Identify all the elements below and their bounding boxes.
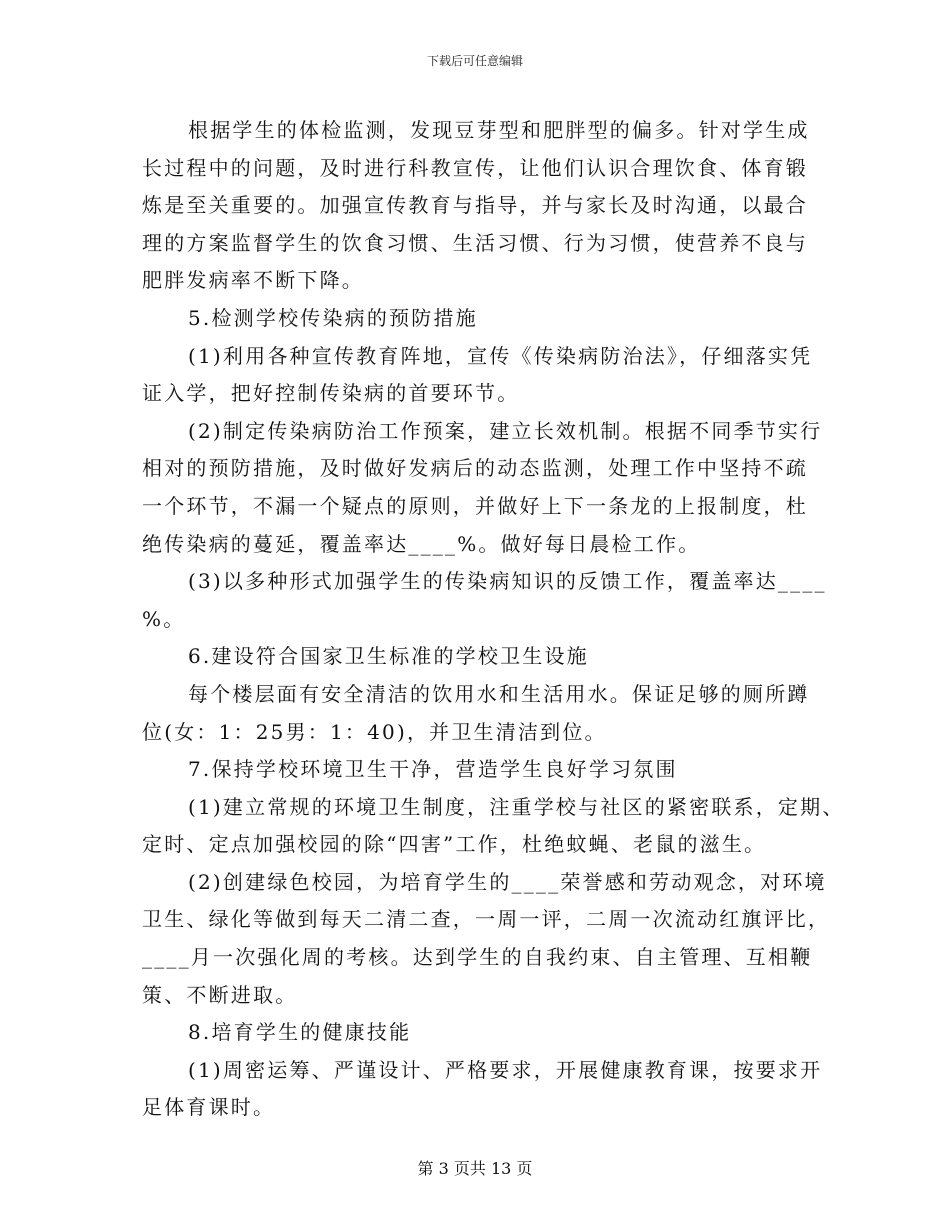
text-line: 定时、定点加强校园的除“四害”工作，杜绝蚊蝇、老鼠的滋生。 xyxy=(142,832,767,857)
text-line: ____月一次强化周的考核。达到学生的自我约束、自主管理、互相鞭 xyxy=(142,945,813,970)
text-line: (3)以多种形式加强学生的传染病知识的反馈工作，覆盖率达____ xyxy=(188,569,827,594)
text-line: 相对的预防措施，及时做好发病后的动态监测，处理工作中坚持不疏 xyxy=(142,456,808,481)
text-line: 每个楼层面有安全清洁的饮用水和生活用水。保证足够的厕所蹲 xyxy=(188,681,810,706)
text-line: 足体育课时。 xyxy=(142,1095,276,1120)
text-line: %。 xyxy=(142,606,186,631)
text-line: (2)创建绿色校园，为培育学生的____荣誉感和劳动观念，对环境 xyxy=(188,869,827,894)
header-note: 下载后可任意编辑 xyxy=(426,54,523,68)
section-heading: 6.建设符合国家卫生标准的学校卫生设施 xyxy=(188,644,589,669)
text-line: 炼是至关重要的。加强宣传教育与指导，并与家长及时沟通，以最合 xyxy=(142,193,808,218)
text-line: 卫生、绿化等做到每天二清二查，一周一评，二周一次流动红旗评比， xyxy=(142,907,831,932)
section-heading: 8.培育学生的健康技能 xyxy=(188,1020,412,1045)
text-line: (1)利用各种宣传教育阵地，宣传《传染病防治法》，仔细落实凭 xyxy=(188,343,813,368)
text-line: 肥胖发病率不断下降。 xyxy=(142,268,364,293)
section-heading: 7.保持学校环境卫生干净，营造学生良好学习氛围 xyxy=(188,757,678,782)
section-heading: 5.检测学校传染病的预防措施 xyxy=(188,305,478,330)
text-line: (2)制定传染病防治工作预案，建立长效机制。根据不同季节实行 xyxy=(188,418,823,443)
text-line: (1)建立常规的环境卫生制度，注重学校与社区的紧密联系，定期、 xyxy=(188,794,845,819)
document-body xyxy=(142,112,845,1127)
text-line: 长过程中的问题，及时进行科教宣传，让他们认识合理饮食、体育锻 xyxy=(142,155,808,180)
text-line: 证入学，把好控制传染病的首要环节。 xyxy=(142,381,520,406)
page-footer: 第 3 页共 13 页 xyxy=(417,1159,533,1178)
text-line: 根据学生的体检监测，发现豆芽型和肥胖型的偏多。针对学生成 xyxy=(188,118,810,142)
text-line: 位(女：1：25男：1：40)，并卫生清洁到位。 xyxy=(142,719,607,744)
text-line: 一个环节，不漏一个疑点的原则，并做好上下一条龙的上报制度，杜 xyxy=(142,493,808,518)
text-line: 策、不断进取。 xyxy=(142,982,298,1007)
text-line: (1)周密运筹、严谨设计、严格要求，开展健康教育课，按要求开 xyxy=(188,1057,823,1082)
text-line: 绝传染病的蔓延，覆盖率达____%。做好每日晨检工作。 xyxy=(142,531,701,556)
text-line: 理的方案监督学生的饮食习惯、生活习惯、行为习惯，使营养不良与 xyxy=(142,230,808,255)
